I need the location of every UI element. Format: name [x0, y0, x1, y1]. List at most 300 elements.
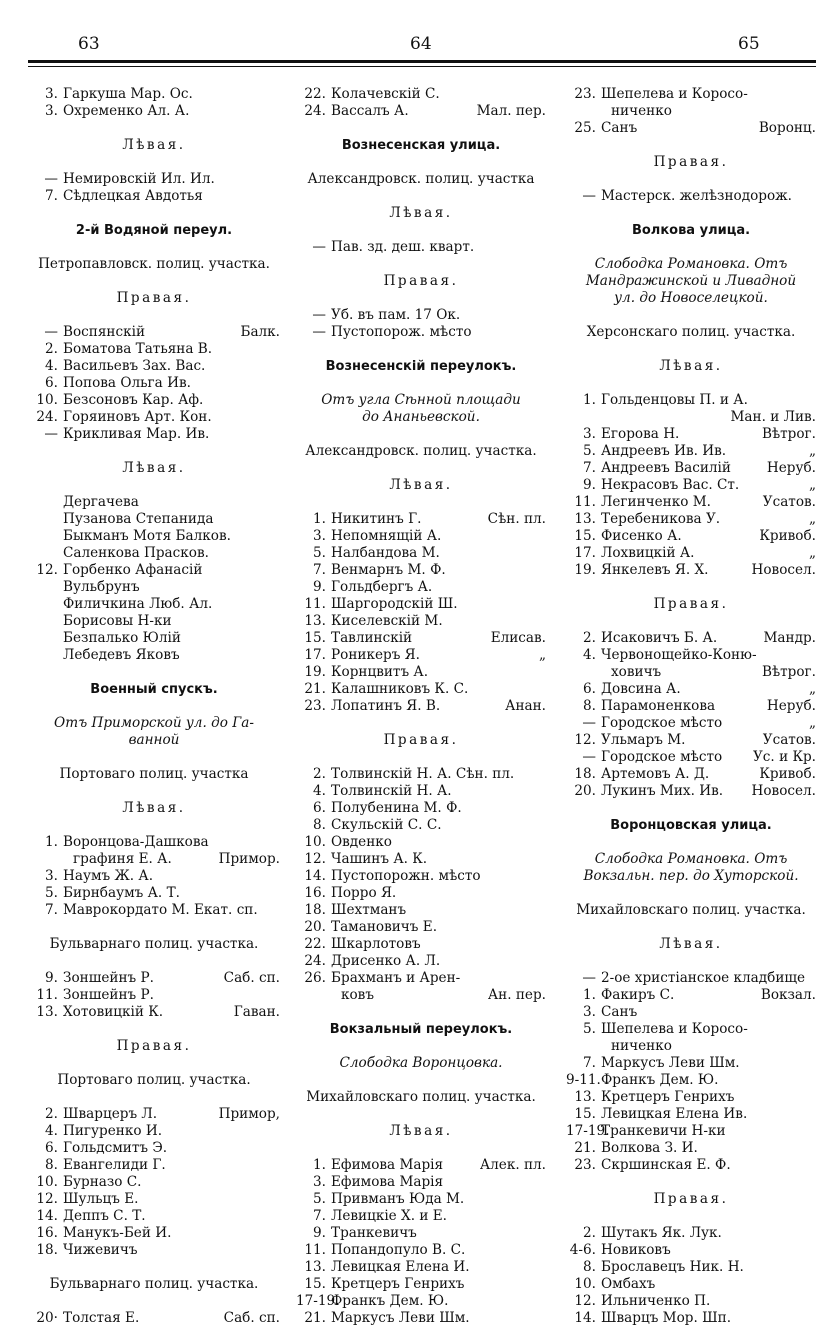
list-item	[296, 545, 546, 562]
cross-street: Сѣн. пл.	[487, 511, 546, 527]
spacer	[28, 1259, 280, 1276]
list-item	[296, 681, 546, 698]
owner-name: Шепелева и Коросо-	[601, 86, 748, 102]
page-number-right: 65	[738, 34, 760, 54]
list-item	[28, 970, 280, 987]
spacer	[566, 800, 816, 817]
cross-street: Неруб.	[766, 460, 816, 476]
house-number: —	[44, 324, 58, 340]
house-number: 20.	[574, 783, 596, 799]
owner-name: Наумъ Ж. А.	[63, 868, 154, 884]
owner-name: Мастерск. желѣзнодорож.	[601, 188, 792, 204]
owner-name: Андреевъ Ив. Ив.	[601, 443, 727, 459]
house-number: 3.	[45, 103, 58, 119]
owner-name: Исаковичъ Б. А.	[601, 630, 718, 646]
list-item	[566, 1021, 816, 1038]
house-number: 2.	[583, 1225, 596, 1241]
owner-name: Охременко Ал. А.	[63, 103, 190, 119]
house-number: 12.	[304, 851, 326, 867]
street-extent-line: Слободка Воронцовка.	[339, 1055, 503, 1071]
spacer	[296, 460, 546, 477]
spacer	[28, 443, 280, 460]
spacer	[296, 715, 546, 732]
house-number: 18.	[304, 902, 326, 918]
house-number: 14.	[304, 868, 326, 884]
spacer	[28, 919, 280, 936]
list-item	[28, 1242, 280, 1259]
owner-name: Шварцеръ Л.	[63, 1106, 158, 1122]
list-item	[296, 800, 546, 817]
owner-name: Левицкіе Х. и Е.	[331, 1208, 447, 1224]
list-item	[296, 630, 546, 647]
list-item	[566, 681, 816, 698]
list-item-continuation	[566, 409, 816, 426]
cross-street: Саб. сп.	[223, 970, 280, 986]
house-number: —	[312, 324, 326, 340]
list-item	[28, 834, 280, 851]
owner-name: Горяиновъ Арт. Кон.	[63, 409, 212, 425]
list-item	[566, 1123, 816, 1140]
owner-name: Волкова З. И.	[601, 1140, 698, 1156]
list-item	[296, 1293, 546, 1310]
house-number: 19.	[304, 664, 326, 680]
police-district: Петропавловск. полиц. участка.	[38, 256, 270, 272]
owner-name: Парамоненкова	[601, 698, 716, 714]
owner-name: Франкъ Дем. Ю.	[601, 1072, 719, 1088]
house-number: 1.	[583, 987, 596, 1003]
owner-name: Некрасовъ Вас. Ст.	[601, 477, 740, 493]
list-item	[566, 783, 816, 800]
spacer	[566, 171, 816, 188]
owner-name: Кретцеръ Генрихъ	[331, 1276, 465, 1292]
owner-name: Киселевскій М.	[331, 613, 443, 629]
house-number: —	[312, 307, 326, 323]
spacer	[28, 1055, 280, 1072]
owner-name: Омбахъ	[601, 1276, 656, 1292]
spacer	[566, 341, 816, 358]
cross-street: Мандр.	[763, 630, 816, 646]
list-item	[28, 1106, 280, 1123]
owner-name: Ефимова Марія	[331, 1157, 444, 1173]
spacer	[566, 307, 816, 324]
list-item	[28, 86, 280, 103]
owner-name: Пигуренко И.	[63, 1123, 163, 1139]
owner-name: Янкелевъ Я. Х.	[601, 562, 709, 578]
owner-name: Шепелева и Коросо-	[601, 1021, 748, 1037]
house-number: 11.	[304, 1242, 326, 1258]
list-item	[28, 562, 280, 579]
house-number: —	[582, 188, 596, 204]
list-item	[296, 579, 546, 596]
owner-name: Пустопорож. мѣсто	[331, 324, 472, 340]
page-number-center: 64	[410, 34, 432, 54]
owner-name: Дергачева	[63, 494, 139, 510]
list-item	[296, 307, 546, 324]
street-extent	[566, 256, 816, 307]
owner-name: Толвинскій Н. А. Сѣн. пл.	[331, 766, 515, 782]
list-item	[566, 392, 816, 409]
police-district: Михайловскаго полиц. участка.	[306, 1089, 536, 1105]
house-number: 11.	[304, 596, 326, 612]
owner-name: Червонощейко-Коню-	[601, 647, 757, 663]
house-number: 1.	[45, 834, 58, 850]
list-item	[28, 341, 280, 358]
list-item	[296, 919, 546, 936]
column-right	[566, 86, 816, 1327]
house-number: 18.	[574, 766, 596, 782]
spacer	[296, 426, 546, 443]
house-number: 10.	[36, 1174, 58, 1190]
house-number: 19.	[574, 562, 596, 578]
house-number: 20·	[36, 1310, 58, 1326]
spacer	[566, 919, 816, 936]
list-item-continuation	[566, 1038, 816, 1055]
house-number: 26.	[304, 970, 326, 986]
list-item	[28, 1140, 280, 1157]
owner-name: Франкъ Дем. Ю.	[331, 1293, 449, 1309]
list-item	[296, 936, 546, 953]
owner-name: Попова Ольга Ив.	[63, 375, 191, 391]
house-number: 3.	[583, 1004, 596, 1020]
house-number: —	[312, 239, 326, 255]
owner-name: Васильевъ Зах. Вас.	[63, 358, 206, 374]
owner-name: Кретцеръ Генрихъ	[601, 1089, 735, 1105]
owner-name: Фисенко А.	[601, 528, 682, 544]
cross-street: Новосел.	[751, 562, 816, 578]
street-heading: Вознесенскій переулокъ.	[325, 359, 517, 374]
house-number: 3.	[583, 426, 596, 442]
owner-name: Легинченко М.	[601, 494, 711, 510]
police-district: Портоваго полиц. участка	[59, 766, 249, 782]
house-number: 7.	[45, 188, 58, 204]
house-number: 3.	[313, 1174, 326, 1190]
owner-name: Боматова Татьяна В.	[63, 341, 213, 357]
owner-name: Борисовы Н-ки	[63, 613, 172, 629]
cross-street: Гаван.	[233, 1004, 280, 1020]
cross-street: Мал. пер.	[476, 103, 546, 119]
cross-street: Примор.	[218, 851, 280, 867]
house-number: 13.	[574, 511, 596, 527]
spacer	[296, 749, 546, 766]
list-item	[28, 171, 280, 188]
spacer	[28, 1089, 280, 1106]
street-extent-line: Отъ угла Сѣнной площади	[321, 392, 521, 408]
house-number: 12.	[574, 1293, 596, 1309]
cross-street: Ус. и Кр.	[752, 749, 816, 765]
house-number: 11.	[36, 987, 58, 1003]
owner-name: Шутакъ Як. Лук.	[601, 1225, 722, 1241]
spacer	[566, 137, 816, 154]
list-item	[296, 86, 546, 103]
owner-name: Городское мѣсто	[601, 749, 723, 765]
house-number: 24.	[36, 409, 58, 425]
spacer	[296, 154, 546, 171]
list-item	[28, 511, 280, 528]
list-item	[28, 426, 280, 443]
owner-name: Евангелиди Г.	[63, 1157, 166, 1173]
owner-name: Маркусъ Леви Шм.	[601, 1055, 740, 1071]
owner-name: Андреевъ Василій	[601, 460, 731, 476]
owner-name: ковъ	[341, 987, 374, 1003]
list-item	[566, 1276, 816, 1293]
list-item	[296, 1191, 546, 1208]
spacer	[566, 1208, 816, 1225]
house-number: 25.	[574, 120, 596, 136]
police-district: Александровск. полиц. участка.	[305, 443, 537, 459]
house-number: 6.	[583, 681, 596, 697]
house-number: 14.	[574, 1310, 596, 1326]
list-item	[566, 545, 816, 562]
house-number: 2.	[583, 630, 596, 646]
house-number: 1.	[313, 511, 326, 527]
house-number: 6.	[313, 800, 326, 816]
spacer	[28, 1293, 280, 1310]
house-number: 13.	[304, 1259, 326, 1275]
house-number: 16.	[36, 1225, 58, 1241]
house-number: 9.	[313, 1225, 326, 1241]
house-number: 15.	[304, 630, 326, 646]
owner-name: Вульбрунъ	[63, 579, 140, 595]
owner-name: Дрисенко А. Л.	[331, 953, 441, 969]
cross-street: Елисав.	[490, 630, 546, 646]
house-number: 4.	[583, 647, 596, 663]
owner-name: Гаркуша Мар. Ос.	[63, 86, 193, 102]
list-item	[296, 970, 546, 987]
list-item	[296, 613, 546, 630]
house-number: 7.	[313, 562, 326, 578]
list-item	[566, 987, 816, 1004]
list-item	[28, 630, 280, 647]
list-item	[566, 715, 816, 732]
side-label: Лѣвая.	[122, 137, 186, 153]
owner-name: Брославецъ Ник. Н.	[601, 1259, 744, 1275]
cross-street: Вокзал.	[760, 987, 816, 1003]
house-number: —	[44, 171, 58, 187]
house-number: 1.	[583, 392, 596, 408]
owner-name: Довсина А.	[601, 681, 681, 697]
house-number: 12.	[574, 732, 596, 748]
list-item	[566, 647, 816, 664]
owner-name: Артемовъ А. Д.	[601, 766, 710, 782]
owner-name: Бурназо С.	[63, 1174, 142, 1190]
cross-street: Балк.	[240, 324, 280, 340]
street-extent-line: ванной	[128, 732, 180, 748]
owner-name: Корнцвитъ А.	[331, 664, 429, 680]
owner-name: Крикливая Мар. Ив.	[63, 426, 210, 442]
spacer	[566, 953, 816, 970]
house-number: —	[582, 749, 596, 765]
cross-street: Саб. сп.	[223, 1310, 280, 1326]
house-number: 22.	[304, 936, 326, 952]
house-number: 8.	[583, 1259, 596, 1275]
house-number: 4.	[45, 358, 58, 374]
house-number: 23.	[304, 698, 326, 714]
house-number: 18.	[36, 1242, 58, 1258]
owner-name: Толстая Е.	[63, 1310, 140, 1326]
list-item	[28, 579, 280, 596]
street-extent-line: Мандражинской и Ливадной	[585, 273, 797, 289]
owner-name: Скульскій С. С.	[331, 817, 442, 833]
owner-name: Скршинская Е. Ф.	[601, 1157, 731, 1173]
owner-name: Толвинскій Н. А.	[331, 783, 452, 799]
list-item	[296, 1174, 546, 1191]
owner-name: Воронцова-Дашкова	[63, 834, 209, 850]
owner-name: Брахманъ и Арен-	[331, 970, 461, 986]
owner-name: Сѣдлецкая Авдотья	[63, 188, 203, 204]
list-item	[296, 1208, 546, 1225]
list-item	[28, 902, 280, 919]
list-item	[296, 902, 546, 919]
house-number: 5.	[583, 443, 596, 459]
list-item	[566, 86, 816, 103]
street-heading: Воронцовская улица.	[610, 818, 772, 833]
house-number: 24.	[304, 103, 326, 119]
police-district: Александровск. полиц. участка	[307, 171, 535, 187]
list-item	[28, 528, 280, 545]
house-number: 16.	[304, 885, 326, 901]
list-item	[296, 324, 546, 341]
cross-street: Ман. и Лив.	[730, 409, 816, 425]
owner-name: Калашниковъ К. С.	[331, 681, 469, 697]
list-item	[566, 1259, 816, 1276]
house-number: 9.	[583, 477, 596, 493]
list-item	[296, 103, 546, 120]
spacer	[28, 664, 280, 681]
owner-name: Новиковъ	[601, 1242, 671, 1258]
list-item	[296, 817, 546, 834]
list-item	[28, 188, 280, 205]
list-item	[28, 647, 280, 664]
owner-name: Уб. въ пам. 17 Ок.	[331, 307, 461, 323]
list-item	[566, 1055, 816, 1072]
house-number: 9.	[313, 579, 326, 595]
list-item	[296, 766, 546, 783]
list-item	[566, 1089, 816, 1106]
cross-street: Анан.	[505, 698, 546, 714]
cross-street: Усатов.	[762, 732, 816, 748]
owner-name: Лохвицкій А.	[601, 545, 695, 561]
spacer	[28, 783, 280, 800]
list-item	[566, 1293, 816, 1310]
street-heading: 2-й Водяной переул.	[75, 223, 233, 238]
list-item	[566, 1157, 816, 1174]
house-number: 6.	[45, 375, 58, 391]
list-item	[566, 970, 816, 987]
house-number: —	[582, 970, 596, 986]
house-number: 2.	[45, 1106, 58, 1122]
street-extent-line: ул. до Новоселецкой.	[614, 290, 768, 306]
list-item	[566, 732, 816, 749]
side-label: Лѣвая.	[659, 358, 723, 374]
side-label: Правая.	[383, 273, 459, 289]
owner-name: Лукинъ Мих. Ив.	[601, 783, 724, 799]
list-item	[296, 1259, 546, 1276]
owner-name: Пустопорожн. мѣсто	[331, 868, 481, 884]
house-number: 17.	[574, 545, 596, 561]
police-district: Бульварнаго полиц. участка.	[49, 1276, 259, 1292]
owner-name: Пав. зд. деш. кварт.	[331, 239, 475, 255]
list-item	[28, 375, 280, 392]
house-number: 10.	[36, 392, 58, 408]
owner-name: Транкевичи Н-ки	[601, 1123, 726, 1139]
house-number: —	[44, 426, 58, 442]
house-number: 11.	[574, 494, 596, 510]
house-number: 5.	[45, 885, 58, 901]
list-item	[566, 460, 816, 477]
owner-name: Тавлинскій	[331, 630, 413, 646]
house-number: 7.	[583, 460, 596, 476]
house-number: 5.	[313, 545, 326, 561]
owner-name: Горбенко Афанасій	[63, 562, 203, 578]
owner-name: Непомнящій А.	[331, 528, 442, 544]
spacer	[566, 375, 816, 392]
owner-name: Зоншейнъ Р.	[63, 970, 154, 986]
spacer	[296, 120, 546, 137]
house-number: 12.	[36, 562, 58, 578]
house-number: 3.	[313, 528, 326, 544]
owner-name: Венмарнъ М. Ф.	[331, 562, 446, 578]
house-number: 8.	[313, 817, 326, 833]
house-number: 4.	[45, 1123, 58, 1139]
owner-name: Полубенина М. Ф.	[331, 800, 462, 816]
list-item	[296, 647, 546, 664]
spacer	[28, 477, 280, 494]
house-number: 17.	[304, 647, 326, 663]
cross-street: „	[808, 681, 816, 697]
street-extent	[296, 1055, 546, 1072]
house-number: 15.	[574, 528, 596, 544]
list-item	[28, 1004, 280, 1021]
house-number: 3.	[45, 868, 58, 884]
cross-street: Ан. пер.	[487, 987, 546, 1003]
list-item	[566, 749, 816, 766]
list-item	[28, 1225, 280, 1242]
list-item	[28, 545, 280, 562]
house-number: 21.	[574, 1140, 596, 1156]
cross-street: Вѣтрог.	[761, 664, 816, 680]
house-number: 21.	[304, 1310, 326, 1326]
spacer	[566, 613, 816, 630]
cross-street: „	[808, 477, 816, 493]
police-district: Бульварнаго полиц. участка.	[49, 936, 259, 952]
owner-name: Ефимова Марія	[331, 1174, 444, 1190]
spacer	[296, 290, 546, 307]
police-district: Херсонскаго полиц. участка.	[586, 324, 796, 340]
cross-street: „	[808, 511, 816, 527]
list-item	[296, 783, 546, 800]
column-middle	[296, 86, 546, 1327]
cross-street: „	[808, 715, 816, 731]
side-label: Правая.	[653, 596, 729, 612]
spacer	[28, 749, 280, 766]
owner-name: Чижевичъ	[63, 1242, 138, 1258]
list-item	[566, 1072, 816, 1089]
owner-name: графиня Е. А.	[73, 851, 172, 867]
cross-street: „	[538, 647, 546, 663]
side-label: Правая.	[653, 1191, 729, 1207]
owner-name: Городское мѣсто	[601, 715, 723, 731]
police-district: Портоваго полиц. участка.	[57, 1072, 251, 1088]
owner-name: Овденко	[331, 834, 392, 850]
list-item	[28, 324, 280, 341]
list-item-continuation	[28, 851, 280, 868]
spacer	[296, 375, 546, 392]
spacer	[296, 188, 546, 205]
cross-street: Усатов.	[762, 494, 816, 510]
list-item	[296, 1225, 546, 1242]
owner-name: Колачевскій С.	[331, 86, 440, 102]
owner-name: Транкевичъ	[331, 1225, 417, 1241]
